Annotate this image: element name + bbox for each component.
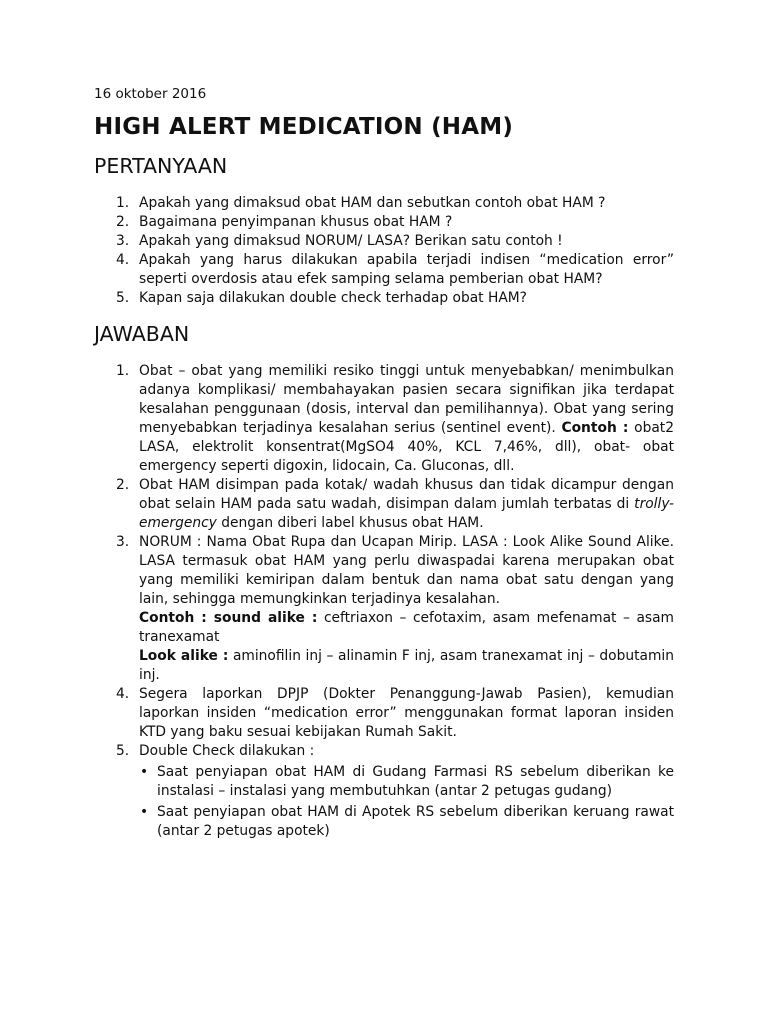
answer-number: 4.	[116, 686, 130, 702]
question-number: 3.	[116, 233, 130, 249]
bullet-icon: •	[140, 804, 149, 820]
answer-text: obat2 LASA, elektrolit konsentrat(MgSO4 40%, KCL 7,46%, dll), obat- obat emergency seperti digoxin, lidocain, Ca. Gluconas, dll.	[139, 420, 674, 474]
answer-text: dengan diberi label khusus obat HAM.	[216, 515, 484, 531]
answer-item-4	[94, 685, 674, 742]
questions-heading: PERTANYAAN	[94, 154, 228, 178]
answer-text: Segera laporkan DPJP (Dokter Penanggung-Jawab Pasien), kemudian laporkan insiden “medication error” menggunakan format laporan insiden KTD yang baku sesuai kebijakan Rumah Sakit.	[139, 686, 674, 740]
look-alike-line	[139, 647, 674, 685]
question-item	[94, 289, 674, 308]
document-title: HIGH ALERT MEDICATION (HAM)	[94, 114, 514, 140]
question-text: Apakah yang dimaksud NORUM/ LASA? Berikan satu contoh !	[139, 233, 563, 249]
question-item	[94, 232, 674, 251]
answer-item-1	[94, 362, 674, 476]
example-label: Contoh :	[561, 420, 629, 436]
question-text: Kapan saja dilakukan double check terhadap obat HAM?	[139, 290, 527, 306]
look-alike-label: Look alike :	[139, 648, 229, 664]
answer-item-2	[94, 476, 674, 533]
answer-number: 2.	[116, 477, 130, 493]
answer-item-5	[94, 742, 674, 841]
question-item	[94, 194, 674, 213]
answer-number: 5.	[116, 743, 130, 759]
question-text: Bagaimana penyimpanan khusus obat HAM ?	[139, 214, 453, 230]
sound-alike-text: ceftriaxon – cefotaxim, asam mefenamat – asam tranexamat	[139, 610, 674, 645]
answer-text: NORUM : Nama Obat Rupa dan Ucapan Mirip. LASA : Look Alike Sound Alike. LASA termasuk obat HAM yang perlu diwaspadai karena merupakan obat yang memiliki kemiripan dalam bentuk dan nama obat satu dengan yang lain, sehingga memungkinkan terjadinya kesalahan.	[139, 534, 674, 607]
question-item	[94, 213, 674, 232]
bullet-item	[139, 803, 674, 841]
bullet-item	[139, 763, 674, 801]
document-date: 16 oktober 2016	[94, 86, 207, 102]
question-number: 2.	[116, 214, 130, 230]
question-item	[94, 251, 674, 289]
question-number: 1.	[116, 195, 130, 211]
question-text: Apakah yang dimaksud obat HAM dan sebutkan contoh obat HAM ?	[139, 195, 606, 211]
answer-item-3	[94, 533, 674, 685]
answers-heading: JAWABAN	[94, 322, 190, 346]
sound-alike-label: Contoh : sound alike :	[139, 610, 318, 626]
answer-number: 1.	[116, 363, 130, 379]
bullet-text: Saat penyiapan obat HAM di Apotek RS sebelum diberikan keruang rawat (antar 2 petugas apotek)	[157, 804, 674, 839]
answers-list	[94, 362, 674, 841]
sound-alike-line	[139, 609, 674, 647]
italic-term: trolly-emergency	[139, 496, 674, 531]
answer-text: Obat – obat yang memiliki resiko tinggi untuk menyebabkan/ menimbulkan adanya komplikasi/ membahayakan pasien secara signifikan jika terdapat kesalahan penggunaan (dosis, interval dan pemilihannya). Obat yang sering menyebabkan terjadinya kesalahan serius (sentinel event).	[139, 363, 674, 436]
answer-text: Double Check dilakukan :	[139, 743, 315, 759]
answer-number: 3.	[116, 534, 130, 550]
question-text: Apakah yang harus dilakukan apabila terjadi indisen “medication error” seperti overdosis atau efek samping selama pemberian obat HAM?	[139, 252, 674, 287]
bullet-list	[139, 763, 674, 841]
answer-text: Obat HAM disimpan pada kotak/ wadah khusus dan tidak dicampur dengan obat selain HAM pada satu wadah, disimpan dalam jumlah terbatas di	[139, 477, 674, 512]
question-number: 5.	[116, 290, 130, 306]
look-alike-text: aminofilin inj – alinamin F inj, asam tranexamat inj – dobutamin inj.	[139, 648, 675, 683]
question-number: 4.	[116, 252, 130, 268]
bullet-text: Saat penyiapan obat HAM di Gudang Farmasi RS sebelum diberikan ke instalasi – instalasi yang membutuhkan (antar 2 petugas gudang)	[157, 764, 674, 799]
bullet-icon: •	[140, 764, 149, 780]
questions-list	[94, 194, 674, 308]
